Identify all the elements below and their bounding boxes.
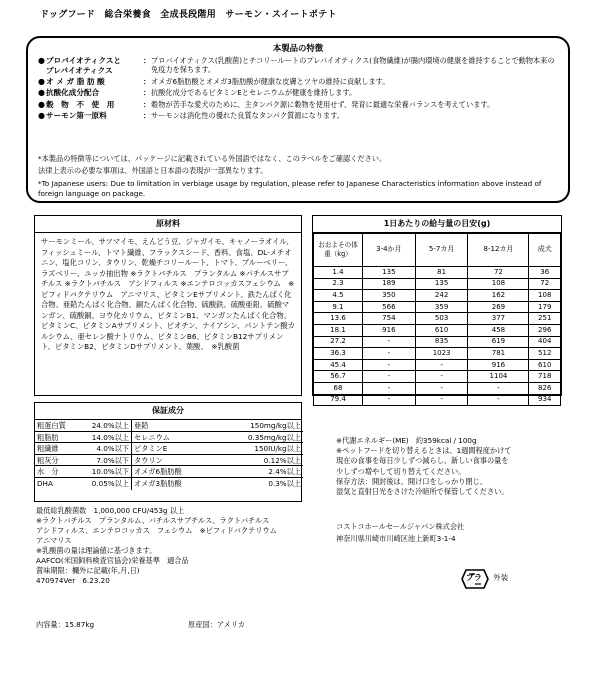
feeding-amount-cell: - <box>415 394 468 406</box>
analysis-label: オメガ6脂肪酸 <box>132 466 184 478</box>
company-address: 神奈川県川崎市川崎区池上新町3-1-4 <box>336 534 456 543</box>
feeding-row <box>314 324 561 336</box>
feeding-amount-cell: 72 <box>529 278 561 290</box>
bullet-icon: ● <box>38 88 45 98</box>
feature-colon: ： <box>143 110 151 120</box>
ingredients-text: サーモンミール、サツマイモ、えんどう豆、ジャガイモ、キャノーラオイル、フィッシュミール、トマト繊維、フラックスシード、香料、食塩、DL-メチオニン、塩化コリン、タウリン、乾燥チコリールート、トマト、ブルーベリー、ラズベリー、ユッカ抽出物 ※ラクトバチルス プランタルム ※パチルスサブチルス ※ラクトバチルス アシドフィルス ※エンテロコッカスフェシウム ※ビフィドバクテリウム アニマリス、ビタミンEサプリメント、鉄たんぱく化合物、亜鉛たんぱく化合物、銅たんぱく化合物、硫酸鉄、硫酸亜鉛、硫酸マンガン、硫酸銅、ヨウ化カリウム、ビタミンB1、マンガンたんぱく化合物、ビタミンC、ビタミンAサプリメント、ビオチン、ナイアシン、パントテン酸カルシウム、亜セレン酸ナトリウム、ビタミンB6、ビタミンB12サプリメント、ビタミンB2、ビタミンDサプリメント、葉酸、 ※乳酸菌 <box>41 237 295 351</box>
feature-name: 抗酸化成分配合 <box>46 88 100 98</box>
analysis-value: 4.0%以下 <box>82 443 132 455</box>
feeding-amount-cell: 81 <box>415 267 468 279</box>
feeding-row <box>314 267 561 279</box>
feeding-amount-cell: 826 <box>529 382 561 394</box>
feeding-amount-cell: 296 <box>529 324 561 336</box>
analysis-label: 水 分 <box>35 466 82 478</box>
feeding-amount-cell: 404 <box>529 336 561 348</box>
analysis-value: 2.4%以上 <box>184 466 303 478</box>
note-line: ※ラクトバチルス プランタルム、バチルスサブチルス、ラクトバチルス <box>36 515 270 525</box>
note-line: 少しずつ増やして切り替えてください。 <box>336 466 466 476</box>
feature-name: オ メ ガ 脂 肪 酸 <box>46 76 105 86</box>
feeding-amount-cell: 610 <box>415 324 468 336</box>
bullet-icon: ● <box>38 56 45 65</box>
age-column-header: 5-7カ月 <box>415 234 468 267</box>
feature-colon: ： <box>143 88 151 98</box>
feeding-amount-cell: 162 <box>468 290 529 302</box>
feature-colon: ： <box>143 76 151 86</box>
feeding-amount-cell: - <box>415 371 468 383</box>
feeding-amount-cell: 458 <box>468 324 529 336</box>
feeding-row <box>314 382 561 394</box>
analysis-heading: 保証成分 <box>35 403 301 420</box>
recycle-mark-text: プラ <box>466 573 482 582</box>
feeding-amount-cell: 108 <box>529 290 561 302</box>
ingredients-heading: 原材料 <box>35 216 301 233</box>
feature-item <box>38 77 558 87</box>
note-line: 現在の食事を毎日少しずつ減らし、新しい食事の量を <box>336 456 509 466</box>
feature-text: プロバイオティクス(乳酸菌)とチコリールートのプレバイオティクス(食物繊維)が腸内環境の健康を維持することで動物本来の免疫力を保ちます。 <box>151 56 555 75</box>
analysis-value: 0.12%以上 <box>184 455 303 467</box>
recycle-label: 外装 <box>493 573 509 582</box>
feeding-row <box>314 348 561 360</box>
feeding-amount-cell: 377 <box>468 313 529 325</box>
feature-colon: ： <box>143 99 151 109</box>
right-notes <box>336 436 576 497</box>
feeding-row <box>314 371 561 383</box>
feeding-amount-cell: - <box>468 394 529 406</box>
note-line: AAFCO(米国飼料検査官協会)栄養基準 適合品 <box>36 555 189 565</box>
plastic-recycle-icon <box>460 568 490 590</box>
feeding-row <box>314 359 561 371</box>
age-column-header: 成犬 <box>529 234 561 267</box>
feeding-weight-cell: 79.4 <box>314 394 363 406</box>
feeding-table <box>313 233 561 406</box>
lower-left-notes <box>36 506 306 586</box>
feeding-amount-cell: - <box>415 382 468 394</box>
analysis-value: 150mg/kg以上 <box>184 420 303 432</box>
features-list <box>38 56 558 122</box>
feeding-amount-cell: - <box>363 359 416 371</box>
feeding-guide-box <box>312 215 562 404</box>
feature-name: プロバイオティクスと プレバイオティクス <box>46 56 122 75</box>
feeding-row <box>314 290 561 302</box>
feeding-amount-cell: 242 <box>415 290 468 302</box>
analysis-value: 150IU/kg以上 <box>184 443 303 455</box>
feeding-row <box>314 336 561 348</box>
feeding-heading: 1日あたりの給与量の目安(g) <box>313 216 561 233</box>
feeding-amount-cell: 835 <box>415 336 468 348</box>
feeding-weight-cell: 13.6 <box>314 313 363 325</box>
feeding-amount-cell: 512 <box>529 348 561 360</box>
feeding-weight-cell: 36.3 <box>314 348 363 360</box>
analysis-label: オメガ3脂肪酸 <box>134 478 182 488</box>
note-line: 470974Ver 6.23.20 <box>36 575 110 585</box>
product-title: ドッグフード 総合栄養食 全成長段階用 サーモン・スイートポテト <box>40 10 337 20</box>
feature-text: 穀物が苦手な愛犬のために、主タンパク源に穀物を使用せず、発育に最適な栄養バランスを考えています。 <box>151 99 495 109</box>
guaranteed-analysis-box <box>34 402 302 502</box>
note-line: ※ペットフードを切り替えるときは、1週間程度かけて <box>336 446 512 456</box>
analysis-value: 0.3%以上 <box>268 478 301 488</box>
analysis-label: セレニウム <box>132 432 184 444</box>
feeding-amount-cell: 619 <box>468 336 529 348</box>
analysis-value: 10.0%以下 <box>82 466 132 478</box>
feeding-amount-cell: - <box>415 359 468 371</box>
feeding-amount-cell: - <box>363 382 416 394</box>
analysis-label: DHA <box>37 478 53 488</box>
feeding-weight-cell: 9.1 <box>314 301 363 313</box>
company-name: コストコホールセールジャパン株式会社 <box>336 522 465 531</box>
analysis-value: 7.0%以下 <box>82 455 132 467</box>
feeding-amount-cell: 108 <box>468 278 529 290</box>
age-column-header: 3-4か月 <box>363 234 416 267</box>
feeding-amount-cell: 1023 <box>415 348 468 360</box>
feeding-amount-cell: 72 <box>468 267 529 279</box>
feeding-amount-cell: 189 <box>363 278 416 290</box>
feature-item <box>38 111 558 121</box>
analysis-value: 0.05%以上 <box>82 478 132 490</box>
features-heading: 本製品の特徴 <box>272 43 324 53</box>
bullet-icon: ● <box>38 110 45 120</box>
feeding-weight-cell: 4.5 <box>314 290 363 302</box>
feeding-amount-cell: 718 <box>529 371 561 383</box>
features-note: *本製品の特徴等については、パッケージに記載されている外国語ではなく、このラベルをご確認ください。 <box>38 154 387 163</box>
analysis-label: 粗灰分 <box>35 455 82 467</box>
feeding-amount-cell: - <box>363 336 416 348</box>
note-line: ※代謝エネルギー(ME) 約359kcal / 100g <box>336 436 477 445</box>
feeding-weight-cell: 68 <box>314 382 363 394</box>
feature-name: 穀 物 不 使 用 <box>46 99 115 109</box>
feature-item <box>38 88 558 98</box>
bullet-icon: ● <box>38 76 45 86</box>
analysis-label: タウリン <box>132 455 184 467</box>
note-line: アシドフィルス、エンテロコッカス フェシウム ※ビフィドバクテリウム <box>36 525 277 535</box>
analysis-value: 14.0%以上 <box>82 432 132 444</box>
note-line: アニマリス <box>36 535 72 545</box>
note-line: 湿気と直射日光をさけた冷暗所で保管してください。 <box>336 487 509 497</box>
features-note-english: *To Japanese users: Due to limitation in verbiage usage by regulation, please refer to Japanese Characteristics information above instead of foreign language on package. <box>38 179 542 199</box>
feeding-amount-cell: - <box>363 348 416 360</box>
ingredients-box <box>34 215 302 396</box>
feeding-amount-cell: 1104 <box>468 371 529 383</box>
feeding-weight-cell: 56.7 <box>314 371 363 383</box>
analysis-grid <box>35 420 301 490</box>
feeding-amount-cell: 179 <box>529 301 561 313</box>
feeding-weight-cell: 45.4 <box>314 359 363 371</box>
feeding-amount-cell: 754 <box>363 313 416 325</box>
feeding-amount-cell: 503 <box>415 313 468 325</box>
country-of-origin: 原産国：アメリカ <box>188 620 245 629</box>
feeding-amount-cell: - <box>363 394 416 406</box>
feature-item <box>38 100 558 110</box>
feeding-amount-cell: 781 <box>468 348 529 360</box>
feeding-amount-cell: 916 <box>363 324 416 336</box>
feeding-amount-cell: 135 <box>363 267 416 279</box>
age-column-header: 8-12カ月 <box>468 234 529 267</box>
note-line: ※乳酸菌の量は理論値に基づきます。 <box>36 545 157 555</box>
feeding-amount-cell: - <box>468 382 529 394</box>
feature-item <box>38 56 558 76</box>
feature-colon: ： <box>143 56 151 65</box>
feeding-row <box>314 313 561 325</box>
feeding-amount-cell: 610 <box>529 359 561 371</box>
feeding-amount-cell: - <box>363 371 416 383</box>
feeding-header-row <box>314 234 561 267</box>
feeding-amount-cell: 359 <box>415 301 468 313</box>
feature-text: サーモンは消化性の優れた良質なタンパク質源になります。 <box>151 110 344 120</box>
analysis-label: 粗蛋白質 <box>35 420 82 432</box>
analysis-label: 亜鉛 <box>132 420 184 432</box>
analysis-value: 24.0%以上 <box>82 420 132 432</box>
feeding-weight-cell: 18.1 <box>314 324 363 336</box>
content-amount: 内容量：15.87kg <box>36 620 95 629</box>
analysis-label: 粗脂肪 <box>35 432 82 444</box>
feeding-amount-cell: 251 <box>529 313 561 325</box>
feeding-amount-cell: 269 <box>468 301 529 313</box>
feeding-amount-cell: 916 <box>468 359 529 371</box>
weight-column-header: おおよその体重（kg） <box>314 234 363 267</box>
feeding-row <box>314 278 561 290</box>
feeding-amount-cell: 135 <box>415 278 468 290</box>
analysis-label: 粗繊維 <box>35 443 82 455</box>
note-line: 最低総乳酸菌数 1,000,000 CFU/453g 以上 <box>36 506 185 515</box>
note-line: 保存方法：開封後は、開け口をしっかり閉じ、 <box>336 476 487 486</box>
analysis-value: 0.35mg/kg以上 <box>184 432 303 444</box>
features-box <box>26 36 570 203</box>
note-line: 賞味期限：欄外に記載(年,月,日) <box>36 565 140 575</box>
feeding-amount-cell: 350 <box>363 290 416 302</box>
feature-text: オメガ6脂肪酸とオメガ3脂肪酸が健康な皮膚とツヤの維持に貢献します。 <box>151 76 390 86</box>
feeding-row <box>314 394 561 406</box>
feeding-row <box>314 301 561 313</box>
feeding-weight-cell: 2.3 <box>314 278 363 290</box>
feeding-weight-cell: 1.4 <box>314 267 363 279</box>
feeding-weight-cell: 27.2 <box>314 336 363 348</box>
feeding-amount-cell: 36 <box>529 267 561 279</box>
analysis-label: ビタミンE <box>132 443 184 455</box>
features-note: 法律上表示の必要な事項は、外国語と日本語の表現が一部異なります。 <box>38 166 268 175</box>
feature-text: 抗酸化成分であるビタミンEとセレニウムが健康を維持します。 <box>151 88 357 98</box>
feeding-amount-cell: 566 <box>363 301 416 313</box>
feeding-amount-cell: 934 <box>529 394 561 406</box>
feature-name: サーモン第一原料 <box>46 110 107 120</box>
bullet-icon: ● <box>38 99 45 109</box>
